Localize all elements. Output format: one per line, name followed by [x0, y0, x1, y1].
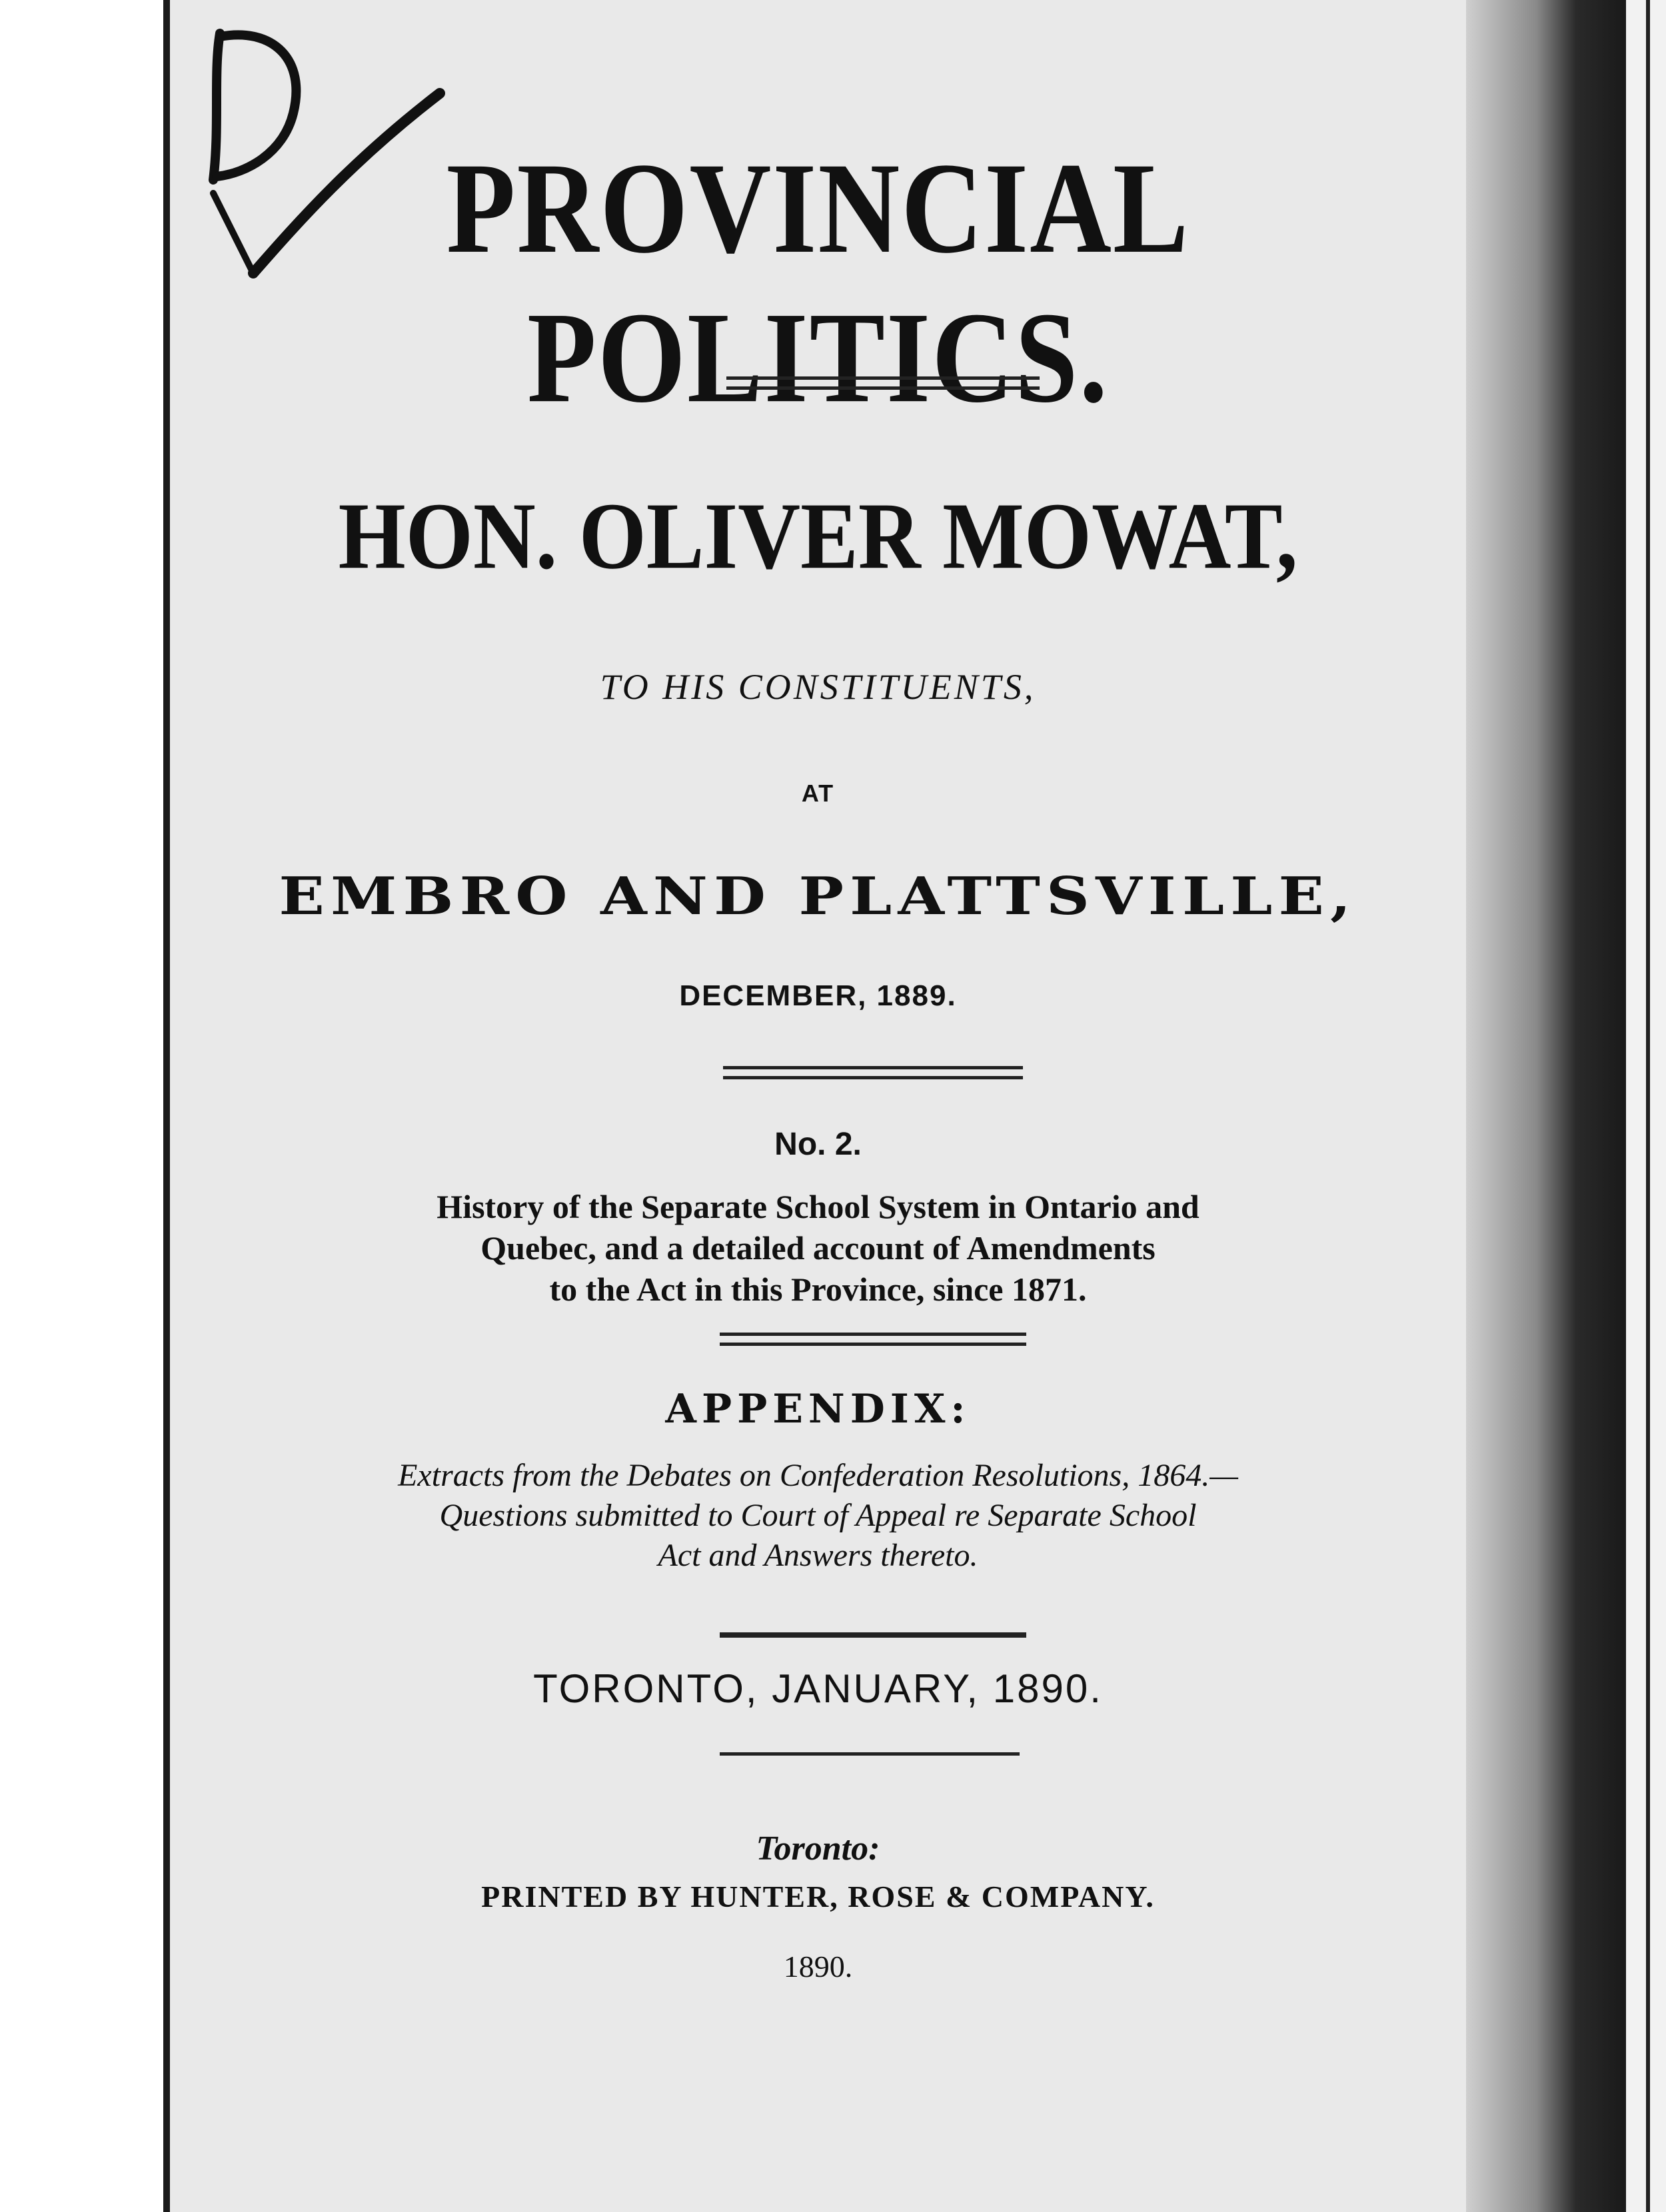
description-line: Quebec, and a detailed account of Amendments — [480, 1229, 1156, 1267]
right-edge-line — [1646, 0, 1650, 2212]
description — [170, 1186, 1466, 1310]
document-title: PROVINCIAL POLITICS. — [446, 136, 1190, 430]
imprint-year: 1890. — [783, 1949, 853, 1983]
appendix-heading: APPENDIX: — [665, 1386, 971, 1432]
place-line: EMBRO AND PLATTSVILLE, — [279, 866, 1357, 927]
appendix-line: Questions submitted to Court of Appeal re Separate School — [439, 1498, 1197, 1533]
speech-date: DECEMBER, 1889. — [679, 979, 957, 1012]
appendix-line: Extracts from the Debates on Confederation Resolutions, 1864.— — [398, 1458, 1238, 1493]
description-line: History of the Separate School System in Ontario and — [436, 1188, 1200, 1225]
appendix-text — [170, 1456, 1466, 1576]
title-divider — [726, 376, 1040, 390]
issue-number: No. 2. — [774, 1127, 862, 1162]
appendix-divider — [720, 1632, 1026, 1638]
binding-edge — [163, 0, 170, 2212]
printer-line: PRINTED BY HUNTER, ROSE & COMPANY. — [481, 1880, 1155, 1914]
addressee-line: TO HIS CONSTITUENTS, — [600, 667, 1036, 707]
description-line: to the Act in this Province, since 1871. — [549, 1271, 1087, 1308]
appendix-line: Act and Answers thereto. — [658, 1538, 978, 1573]
description-divider — [720, 1333, 1026, 1346]
left-margin — [0, 0, 163, 2212]
date-divider — [723, 1066, 1023, 1079]
speaker-name: HON. OLIVER MOWAT, — [338, 483, 1298, 590]
publication-date: TORONTO, JANUARY, 1890. — [533, 1666, 1103, 1711]
imprint-city: Toronto: — [756, 1830, 880, 1868]
at-line: AT — [801, 780, 835, 807]
imprint-divider — [720, 1752, 1020, 1756]
